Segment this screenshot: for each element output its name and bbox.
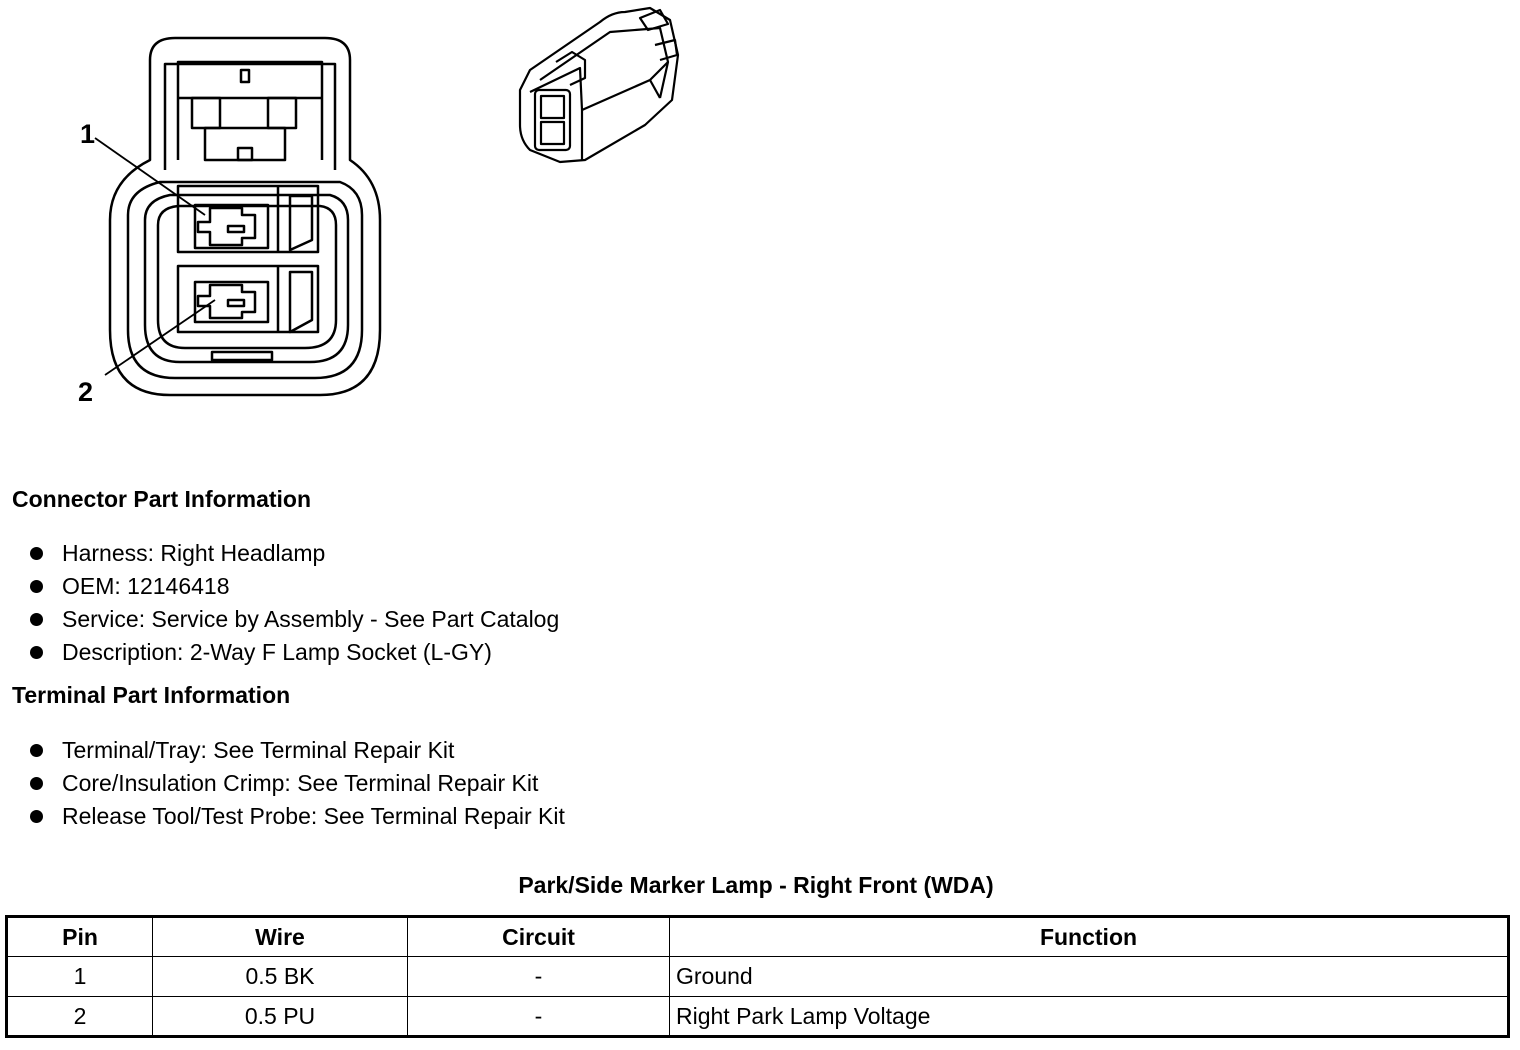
bullet-icon: [30, 744, 43, 757]
column-header-pin: Pin: [7, 917, 153, 957]
table-row: [7, 957, 1509, 997]
connector-isometric-diagram: [505, 0, 695, 180]
cell-wire: 0.5 PU: [153, 997, 408, 1037]
bullet-icon: [30, 547, 43, 560]
list-item: Release Tool/Test Probe: See Terminal Repair Kit: [30, 800, 565, 833]
table-title: Park/Side Marker Lamp - Right Front (WDA): [518, 872, 994, 898]
terminal-info-list: [30, 734, 565, 833]
cell-pin: 2: [7, 997, 153, 1037]
list-item: Description: 2-Way F Lamp Socket (L-GY): [30, 636, 559, 669]
table-header-row: [7, 917, 1509, 957]
table-row: [7, 997, 1509, 1037]
list-item: Harness: Right Headlamp: [30, 537, 559, 570]
list-item: Core/Insulation Crimp: See Terminal Repair Kit: [30, 767, 565, 800]
pin-2-callout: 2: [78, 377, 94, 407]
list-item: Terminal/Tray: See Terminal Repair Kit: [30, 734, 565, 767]
pinout-table: [5, 915, 1510, 1038]
connector-info-list: [30, 537, 559, 669]
bullet-icon: [30, 810, 43, 823]
terminal-info-heading: Terminal Part Information: [12, 682, 291, 708]
cell-function: Ground: [670, 957, 1509, 997]
column-header-wire: Wire: [153, 917, 408, 957]
list-item: OEM: 12146418: [30, 570, 559, 603]
cell-pin: 1: [7, 957, 153, 997]
cell-circuit: -: [408, 997, 670, 1037]
connector-info-heading: Connector Part Information: [12, 486, 312, 512]
connector-face-diagram: [60, 20, 420, 420]
column-header-circuit: Circuit: [408, 917, 670, 957]
column-header-function: Function: [670, 917, 1509, 957]
bullet-icon: [30, 580, 43, 593]
cell-function: Right Park Lamp Voltage: [670, 997, 1509, 1037]
list-item: Service: Service by Assembly - See Part Catalog: [30, 603, 559, 636]
bullet-icon: [30, 646, 43, 659]
bullet-icon: [30, 613, 43, 626]
pin-1-callout: 1: [80, 119, 96, 149]
bullet-icon: [30, 777, 43, 790]
cell-circuit: -: [408, 957, 670, 997]
cell-wire: 0.5 BK: [153, 957, 408, 997]
